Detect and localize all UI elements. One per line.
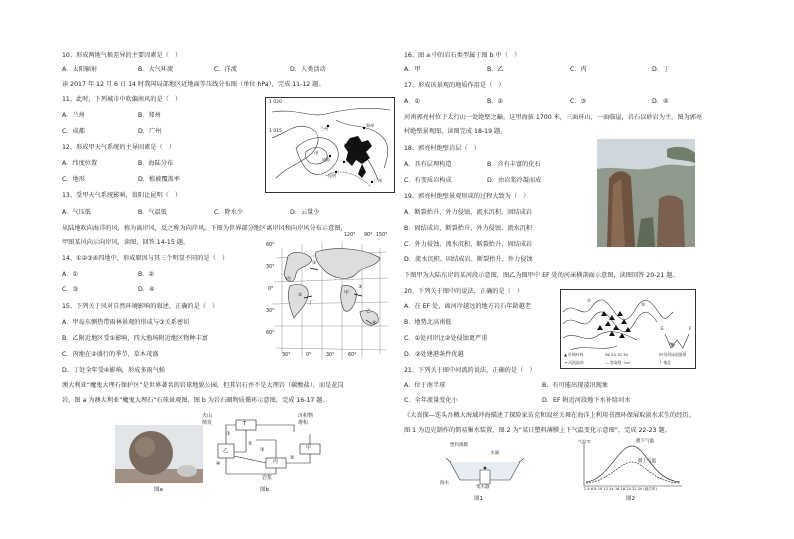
lon-30e: 30°	[326, 353, 335, 358]
lat-0: 0°	[268, 287, 274, 292]
fig2-ylabel: 气温℃	[578, 439, 591, 444]
intro-14-part-a: 甲图某风向示	[62, 239, 100, 246]
city-chengdu: 成都	[322, 157, 330, 162]
lon-120: 120°	[344, 233, 356, 238]
figure-b-caption: 图b	[260, 487, 269, 493]
q18-option-a[interactable]: A．具有层理构造	[404, 161, 452, 168]
isobar-1020: 1 020	[269, 100, 282, 105]
q17-option-b[interactable]: B．②	[487, 98, 503, 105]
q17-stem: 17、形成该景观的地质作用是（ ）	[404, 82, 505, 89]
wind-4: ④	[372, 321, 377, 326]
q16-stem: 16、图 a 中的岩石类型属于图 b 中（ ）	[404, 52, 521, 59]
q16-option-a[interactable]: A．甲	[404, 66, 421, 73]
fig2-above: 膜下气温	[636, 439, 654, 444]
intro-18-line1: 河南郭亮村位于太行山一处绝壁之巅，这里海拔 1700 米，三面环山，一面临崖，岩石以砂岩为主。图为郭亮	[404, 114, 703, 121]
rock-sediment: 沉积物	[298, 413, 314, 419]
q16-option-b[interactable]: B．乙	[487, 66, 504, 73]
q18-stem: 18、郭亮村绝壁岩层（ ）	[404, 145, 480, 152]
river-E: E	[661, 327, 664, 332]
q12-option-d[interactable]: D．植被覆盖率	[138, 176, 180, 183]
rock-arrow-3: ③	[260, 447, 265, 453]
rock-arrow-5: ⑤	[290, 455, 295, 461]
river-legend-north: ↑ 指北	[659, 360, 671, 365]
wind-label-ding: 丁	[308, 301, 313, 306]
rock-arrow-1: ①	[226, 431, 231, 437]
lon-0: 0°	[306, 353, 312, 358]
rock-jia: 甲	[306, 445, 312, 451]
river-F: F	[689, 327, 692, 332]
q21-option-b[interactable]: B．有可能出现凌汛现象	[542, 382, 609, 389]
rock-arrow-4: ④	[216, 461, 221, 467]
intro-20: 下图甲为大陆东岸的某河段示意图，图乙为图甲中 EF 处的河床横剖面示意图，读图回答 20-21 题。	[404, 272, 679, 279]
intro-14-part-b: 向岸风，读图，回答 14-15 题。	[99, 239, 190, 246]
q12-option-c[interactable]: C．地形	[62, 176, 85, 183]
intro-14-line1: 从陆地吹向海洋的风，称为离岸风，反之称为向岸风。下图为世界部分地区离岸风和向岸风分布示意图，	[62, 225, 347, 232]
q10-option-c[interactable]: C．洋流	[214, 66, 237, 73]
q13-option-c[interactable]: C．降水少	[214, 209, 244, 216]
river-legend-forest: ▲ 针阔叶林	[564, 352, 584, 357]
intro-22-line1: 《大真探—连头吾概大海域冲海描述了探险家访克和寂丝关舞在海洋上利用书漂环保展取淡水求生的经历。	[404, 412, 695, 419]
q16-option-c[interactable]: C．丙	[570, 66, 587, 73]
q21-stem: 21、下列关于图中河流的说法，正确的是（ ）	[404, 367, 536, 374]
rock-magma: 岩浆	[262, 475, 273, 481]
river-legend-contours: 36 34 32 30	[605, 352, 628, 357]
rock-T: T	[243, 421, 247, 427]
q13-stem: 13、受甲天气系统影响，贵阳比昆明（ ）	[62, 192, 182, 199]
q13-option-d[interactable]: D．云量少	[290, 209, 320, 216]
lat-30s: 30°	[266, 309, 275, 314]
isobar-map	[265, 97, 395, 193]
q10-option-a[interactable]: A．太阳辐射	[62, 66, 98, 73]
intro-22-line2: 图 1 为迈克制作的简易集水装置，图 2 为“某日塑料薄膜上下气温变化示意图”，完成 22-23 题。	[404, 427, 671, 434]
q19-option-c[interactable]: C．外力侵蚀、流水沉积、断裂抬升、固结成岩	[404, 241, 533, 248]
fig2-below: 膜上气温	[638, 459, 656, 464]
q15-stem: 15、下列关于风对自然环境影响的叙述，正确的是（ ）	[62, 303, 219, 310]
intro-18-line2: 村绝壁景观图，读图完成 18-19 题。	[404, 128, 507, 135]
q11-option-b[interactable]: B．郑州	[138, 112, 161, 119]
q14-option-c[interactable]: C．③	[62, 286, 79, 293]
q14-option-b[interactable]: B．②	[138, 271, 154, 278]
q13-option-b[interactable]: B．气温低	[138, 209, 167, 216]
city-guiyang: 贵阳	[346, 158, 354, 163]
city-lanzhou: 兰州	[320, 126, 328, 131]
cliff-photo	[597, 139, 695, 247]
wind-3: ③	[358, 285, 363, 290]
q14-option-d[interactable]: D．④	[138, 286, 155, 293]
q19-option-b[interactable]: B．固结成岩、断裂抬升、外力侵蚀、流水沉积	[404, 225, 532, 232]
wind-2: ②	[298, 293, 303, 298]
wind-label-yi: 乙	[366, 309, 371, 314]
q11-option-d[interactable]: D．广州	[138, 128, 162, 135]
q12-option-b[interactable]: B．海陆分布	[138, 160, 174, 167]
q19-option-a[interactable]: A．断裂抬升、外力侵蚀、流水沉积、固结成岩	[404, 209, 532, 216]
figure-a-caption: 图a	[154, 487, 163, 493]
q19-option-d[interactable]: D．流水沉积、固结成岩、断裂抬升、外力侵蚀	[404, 256, 533, 263]
wind-label-jia: 甲	[344, 291, 349, 296]
lon-150: 150°	[376, 233, 388, 238]
isobar-1015: 1 015	[269, 129, 282, 134]
river-legend-contour-unit: — 等高线（m）	[605, 360, 633, 365]
city-guangzhou: 广州	[374, 178, 382, 183]
intro-16-line1: 澳大利亚“魔鬼大理石保护区”是世界著名的岩球地貌公园，但其岩石并不是大理岩（碳酸盐），而是花岗	[62, 382, 344, 389]
figure-2-temperature-chart	[578, 440, 688, 496]
q10-option-b[interactable]: B．大气环流	[138, 66, 174, 73]
rock-bing: 丙	[273, 459, 279, 465]
wind-map	[266, 233, 392, 362]
q17-option-d[interactable]: D．④	[652, 98, 669, 105]
intro-16-line2: 岩，图 a 为澳大利亚“魔鬼大理石”石球景观图，图 b 为岩石圈物质循环示意图，完成 16-17 题。	[62, 397, 329, 404]
q20-option-b[interactable]: B．地势北高南低	[404, 319, 452, 326]
q14-option-a[interactable]: A．①	[62, 271, 78, 278]
q17-option-a[interactable]: A．①	[404, 98, 420, 105]
river-bank-1: ①	[587, 299, 592, 304]
q12-stem: 12、形成甲天气系统的主导因素是（ ）	[62, 144, 176, 151]
fig2-xlabel: 2 4 6 8 10 12 14 16 18 20 22 24 (地方时)	[584, 487, 658, 491]
q15-option-c[interactable]: C．丙地在②盛行的季节，草木茂盛	[62, 351, 159, 358]
q15-option-a[interactable]: A．甲岛东侧热带雨林景观的形成与③关系密切	[62, 319, 190, 326]
river-map	[560, 289, 696, 369]
rock-volcano: 火山	[202, 413, 213, 419]
fig1-sea: 海水	[440, 481, 449, 486]
city-kunming: 昆明	[328, 173, 336, 178]
rock-yi: 乙	[223, 448, 229, 454]
q18-option-b[interactable]: B．含有丰富的化石	[487, 161, 541, 168]
lat-60n: 60°	[266, 243, 275, 248]
q20-option-c[interactable]: C．①处河岸比②处侵蚀更严重	[404, 335, 488, 342]
lon-30w: 30°	[282, 353, 291, 358]
q13-option-a[interactable]: A．气压低	[62, 209, 91, 216]
intro-11: 读 2017 年 12 月 6 日 14 时我国局部地区近地面等压线分布图（单位 hPa），完成 11-12 题。	[62, 81, 325, 88]
figure-a-photo	[115, 425, 203, 483]
q11-option-a[interactable]: A．兰州	[62, 112, 85, 119]
figure-1-caption: 图1	[474, 496, 483, 502]
q10-stem: 10、形成两地气候差异的主要因素是（ ）	[62, 52, 182, 59]
q21-option-a[interactable]: A．位于南半球	[404, 382, 446, 389]
fig1-water: 水滴	[490, 451, 499, 456]
wind-1: ①	[312, 261, 317, 266]
rock-arrow-2: ②	[248, 441, 253, 447]
q15-option-b[interactable]: B．乙附近地区受①影响，四大渔场附近地区物种丰富	[62, 335, 208, 342]
river-legend-profile: EF处河床剖面图	[659, 352, 687, 357]
q20-stem: 20、下列关于图中的说法，正确的是（ ）	[404, 288, 524, 295]
lon-90: 90°	[364, 233, 373, 238]
q18-option-d[interactable]: D．由岩浆冷凝而成	[487, 177, 542, 184]
q10-option-d[interactable]: D．人类活动	[290, 66, 326, 73]
figure-1-collector	[440, 444, 530, 494]
city-zhengzhou: 郑州	[366, 123, 374, 128]
lon-60: 60°	[348, 353, 357, 358]
q16-option-d[interactable]: D．丁	[652, 66, 670, 73]
figure-b-rock-cycle	[200, 412, 330, 484]
q19-stem: 19、郭亮村绝壁景观形成的过程大致为（ ）	[404, 193, 530, 200]
river-legend-flow: → 河流流向	[564, 360, 584, 365]
wind-label-bing: 丙	[286, 277, 291, 282]
rock-erupt: 喷发	[202, 420, 213, 426]
q15-option-d[interactable]: D．丁处全年受④影响，形成多雨气候	[62, 367, 166, 374]
q11-option-c[interactable]: C．成都	[62, 128, 85, 135]
lat-30n: 30°	[266, 265, 275, 270]
q17-option-c[interactable]: C．③	[570, 98, 587, 105]
q20-option-d[interactable]: D．②处建港条件优越	[404, 351, 464, 358]
intro-14-line2	[62, 240, 189, 246]
q21-option-d[interactable]: D．EF 附近河段地下水补给河水	[542, 397, 631, 404]
river-bank-2: ②	[641, 303, 646, 308]
q12-option-a[interactable]: A．纬度位置	[62, 160, 98, 167]
fig1-container: 集水器	[476, 485, 490, 490]
rock-deposit: 堆积	[298, 420, 309, 426]
q21-option-c[interactable]: C．全年流量变化小	[404, 397, 458, 404]
q20-option-a[interactable]: A．在 EF 处，离河岸越远的地方岩石年龄越老	[404, 303, 532, 310]
figure-2-caption: 图2	[626, 496, 635, 502]
lat-60s: 60°	[266, 331, 275, 336]
q14-stem: 14、①②③④四地中，形成原因与其三个明显不同的是（ ）	[62, 255, 229, 262]
q18-option-c[interactable]: C．有变质岩构成	[404, 177, 452, 184]
q11-stem: 11、此时，下列城市中吹偏南风的是（ ）	[62, 96, 182, 103]
fig1-film: 塑料薄膜	[450, 443, 468, 448]
isobar-jia: 甲	[314, 152, 319, 157]
